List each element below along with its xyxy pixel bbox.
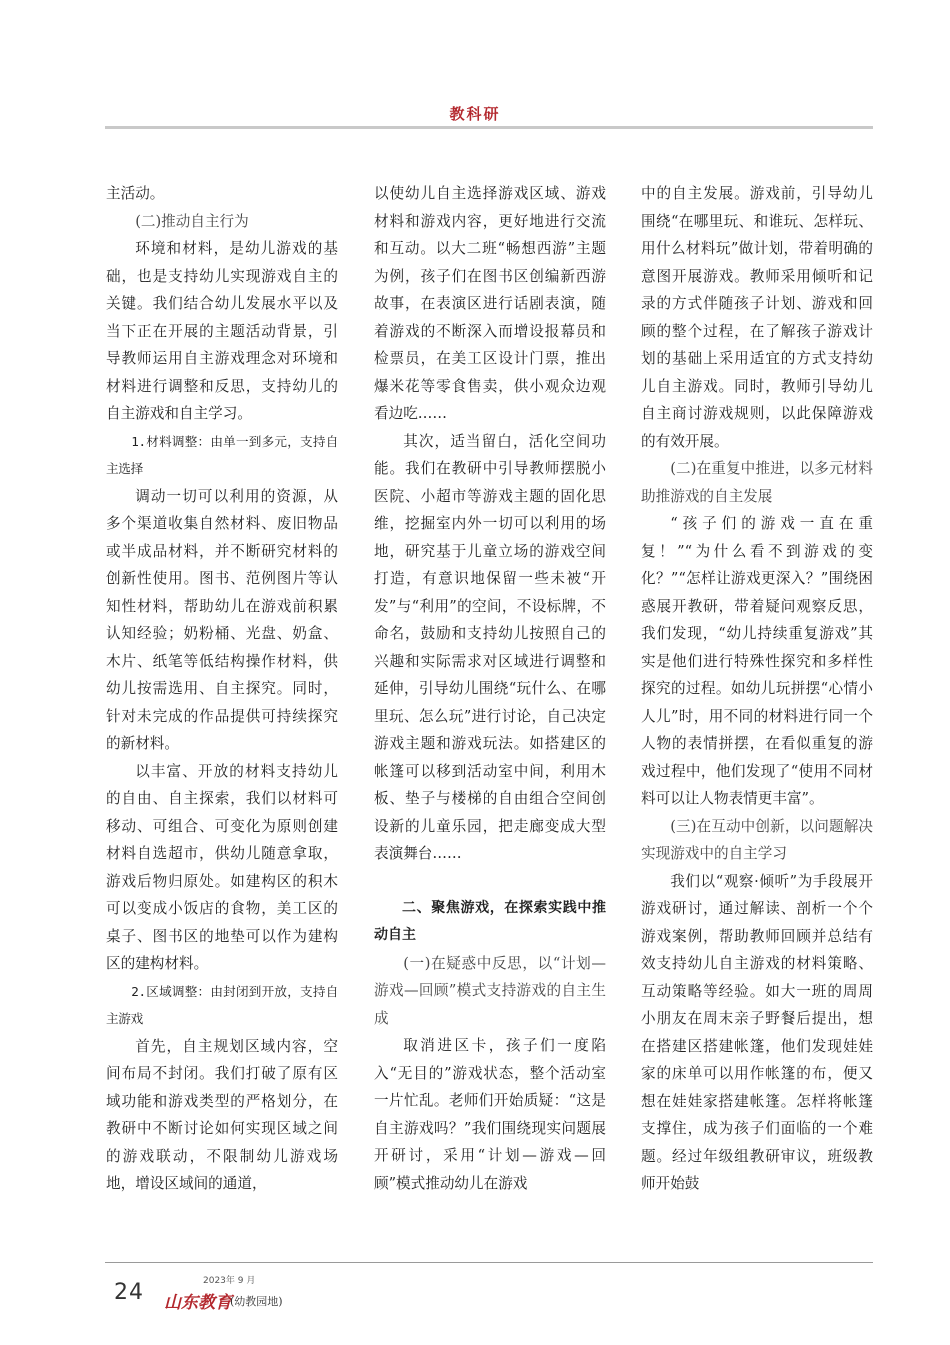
subheading: (三)在互动中创新，以问题解决实现游戏中的自主学习 <box>641 817 873 862</box>
subheading: 1.材料调整：由单一到多元，支持自主选择 <box>106 433 338 476</box>
issue-date: 2023年 9 月 <box>203 1276 256 1286</box>
subheading: (二)推动自主行为 <box>135 212 249 230</box>
paragraph: 中的自主发展。游戏前，引导幼儿围绕“在哪里玩、和谁玩、怎样玩、用什么材料玩”做计划，带着明确的意图开展游戏。教师采用倾听和记录的方式伴随孩子计划、游戏和回顾的整个过程，在了解孩子游戏计划的基础上采用适宜的方式支持幼儿自主游戏。同时，教师引导幼儿自主商讨游戏规则，以此保障游戏的有效开展。 <box>641 185 873 450</box>
paragraph: 我们以“观察·倾听”为手段展开游戏研讨，通过解读、剖析一个个游戏案例，帮助教师回顾并总结有效支持幼儿自主游戏的材料策略、互动策略等经验。如大一班的周周小朋友在周末亲子野餐后提出，想在搭建区搭建帐篷，他们发现娃娃家的床单可以用作帐篷的布，便又想在娃娃家搭建帐篷。怎样将帐篷支撑住，成为孩子们面临的一个难题。经过年级组教研审议，班级教师开始鼓 <box>641 872 873 1192</box>
header-divider <box>105 126 873 129</box>
footer-divider <box>105 1262 873 1263</box>
paragraph: 以使幼儿自主选择游戏区域、游戏材料和游戏内容，更好地进行交流和互动。以大二班“畅想西游”主题为例，孩子们在图书区创编新西游故事，在表演区进行话剧表演，随着游戏的不断深入而增设报幕员和检票员，在美工区设计门票，推出爆米花等零食售卖，供小观众边观看边吃…… <box>374 185 606 422</box>
text-column-1 <box>106 180 338 1198</box>
page-number: 24 <box>114 1280 144 1305</box>
publication-edition: (幼教园地) <box>230 1295 283 1308</box>
paragraph: 环境和材料，是幼儿游戏的基础，也是支持幼儿实现游戏自主的关键。我们结合幼儿发展水平以及当下正在开展的主题活动背景，引导教师运用自主游戏理念对环境和材料进行调整和反思，支持幼儿的自主游戏和自主学习。 <box>106 240 338 422</box>
paragraph: 取消进区卡，孩子们一度陷入“无目的”游戏状态，整个活动室一片忙乱。老师们开始质疑：“这是自主游戏吗？”我们围绕现实问题展开研讨，采用“计划—游戏—回顾”模式推动幼儿在游戏 <box>374 1037 606 1192</box>
text-column-2 <box>374 180 606 1197</box>
section-title: 教科研 <box>449 105 501 123</box>
subheading: 2.区域调整：由封闭到开放，支持自主游戏 <box>106 983 338 1026</box>
section-heading: 二、聚焦游戏，在探索实践中推动自主 <box>374 899 606 943</box>
publication-logo: 山东教育 <box>164 1293 232 1313</box>
subheading: (二)在重复中推进，以多元材料助推游戏的自主发展 <box>641 460 873 505</box>
paragraph: 主活动。 <box>106 185 165 202</box>
text-column-3 <box>641 180 873 1198</box>
paragraph: “孩子们的游戏一直在重复！”“为什么看不到游戏的变化？”“怎样让游戏更深入？”围绕困惑展开教研，带着疑问观察反思，我们发现，“幼儿持续重复游戏”其实是他们进行特殊性探究和多样性探究的过程。如幼儿玩拼摆“心情小人儿”时，用不同的材料进行同一个人物的表情拼摆，在看似重复的游戏过程中，他们发现了“使用不同材料可以让人物表情更丰富”。 <box>641 515 873 807</box>
subheading: (一)在疑惑中反思，以“计划—游戏—回顾”模式支持游戏的自主生成 <box>374 954 606 1027</box>
paragraph: 调动一切可以利用的资源，从多个渠道收集自然材料、废旧物品或半成品材料，并不断研究材料的创新性使用。图书、范例图片等认知性材料，帮助幼儿在游戏前积累认知经验；奶粉桶、光盘、奶盒、木片、纸笔等低结构操作材料，供幼儿按需选用、自主探究。同时，针对未完成的作品提供可持续探究的新材料。 <box>106 487 338 752</box>
paragraph: 首先，自主规划区域内容，空间布局不封闭。我们打破了原有区域功能和游戏类型的严格划分，在教研中不断讨论如何实现区域之间的游戏联动，不限制幼儿游戏场地，增设区域间的通道， <box>106 1037 338 1192</box>
paragraph: 其次，适当留白，活化空间功能。我们在教研中引导教师摆脱小医院、小超市等游戏主题的固化思维，挖掘室内外一切可以利用的场地，研究基于儿童立场的游戏空间打造，有意识地保留一些未被“开发”与“利用”的空间，不设标牌，不命名，鼓励和支持幼儿按照自己的兴趣和实际需求对区域进行调整和延伸，引导幼儿围绕“玩什么、在哪里玩、怎么玩”进行讨论，自己决定游戏主题和游戏玩法。如搭建区的帐篷可以移到活动室中间，利用木板、垫子与楼梯的自由组合空间创设新的儿童乐园，把走廊变成大型表演舞台…… <box>374 432 606 862</box>
paragraph: 以丰富、开放的材料支持幼儿的自由、自主探索，我们以材料可移动、可组合、可变化为原则创建材料自选超市，供幼儿随意拿取，游戏后物归原处。如建构区的积木可以变成小饭店的食物，美工区的桌子、图书区的地垫可以作为建构区的建构材料。 <box>106 762 338 972</box>
